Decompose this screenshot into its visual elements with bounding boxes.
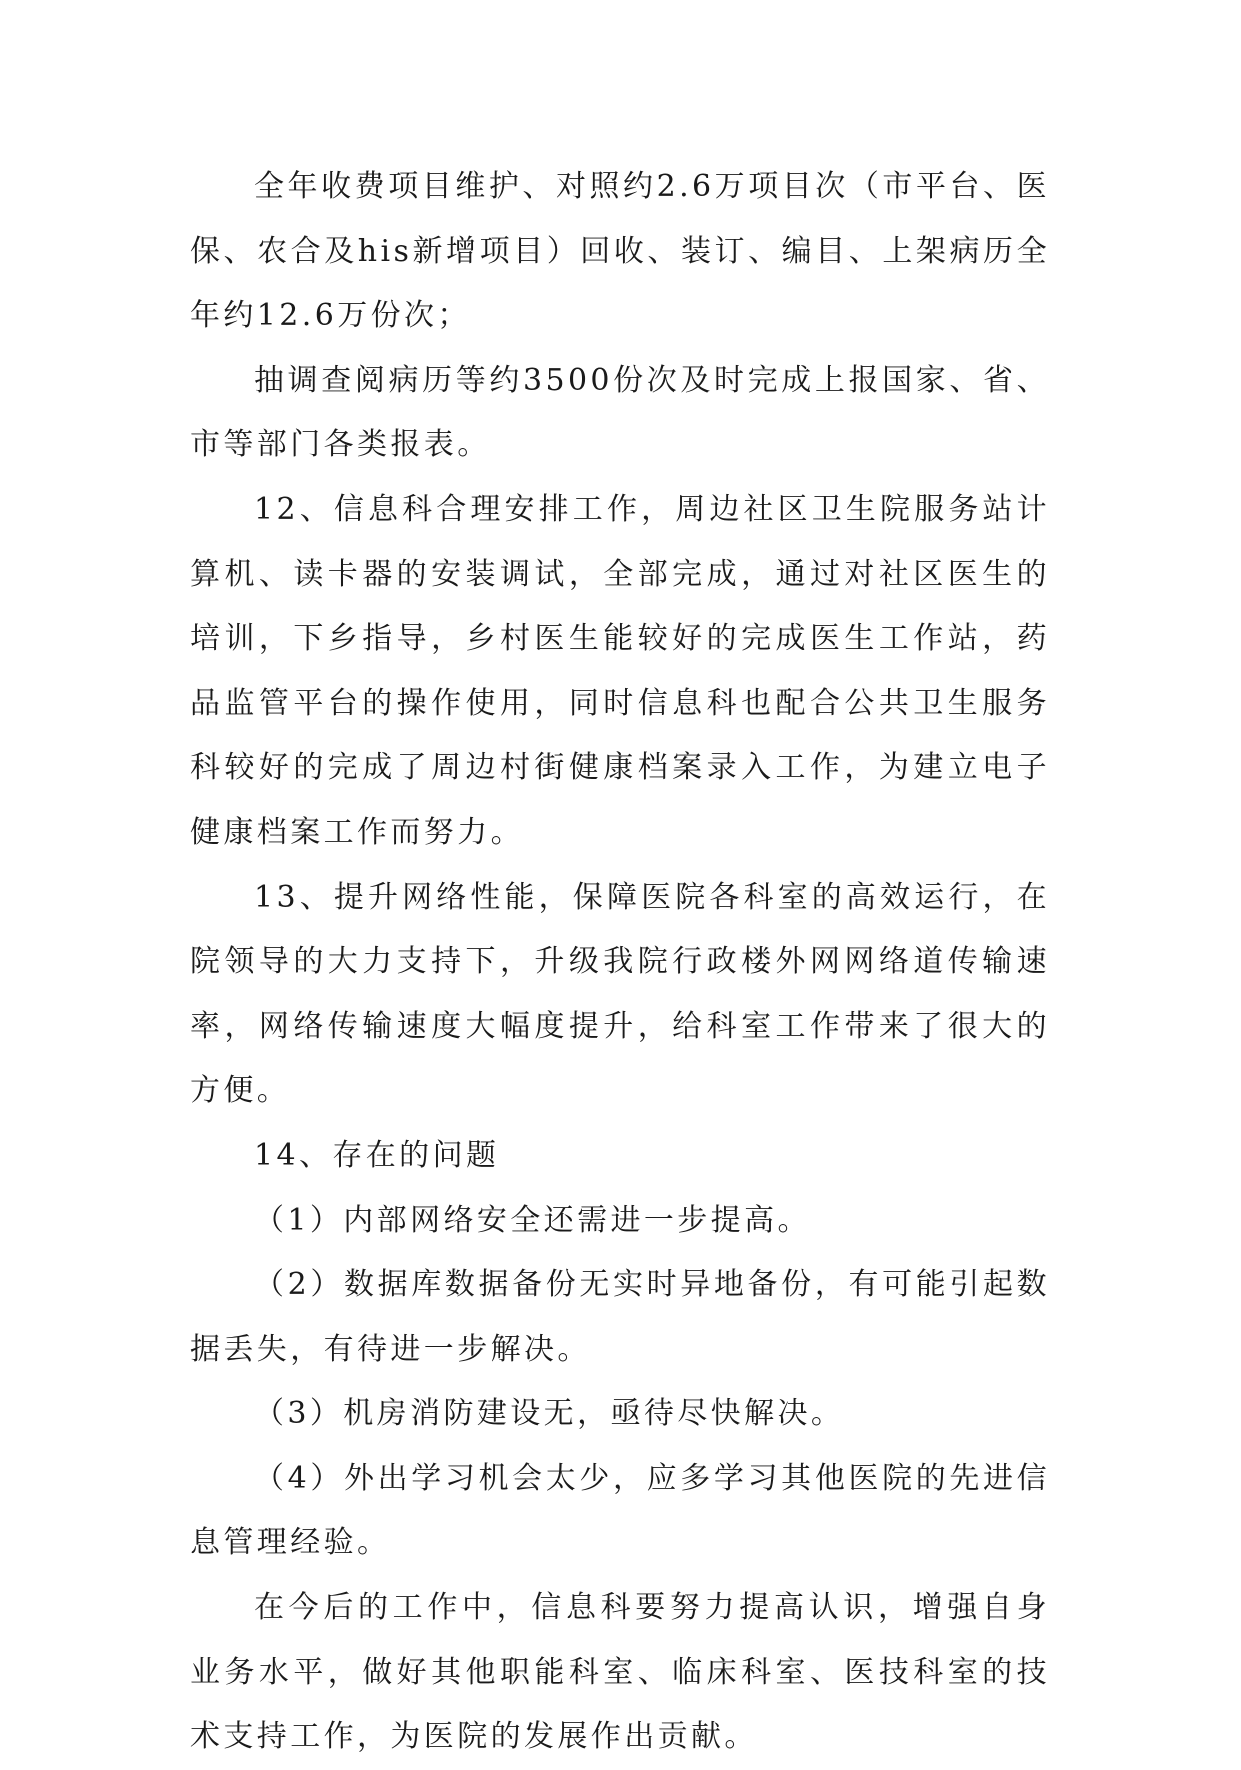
- paragraph-issue-4: （4）外出学习机会太少，应多学习其他医院的先进信息管理经验。: [190, 1460, 1050, 1561]
- document-body: [190, 155, 1050, 1770]
- paragraph-record-lookup: 抽调查阅病历等约3500份次及时完成上报国家、省、市等部门各类报表。: [190, 362, 1050, 463]
- paragraph-issue-1: （1）内部网络安全还需进一步提高。: [254, 1202, 811, 1238]
- paragraph-item-13: 13、提升网络性能，保障医院各科室的高效运行，在院领导的大力支持下，升级我院行政楼外网网络道传输速率，网络传输速度大幅度提升，给科室工作带来了很大的方便。: [190, 879, 1050, 1109]
- paragraph-conclusion: 在今后的工作中，信息科要努力提高认识，增强自身业务水平，做好其他职能科室、临床科室、医技科室的技术支持工作，为医院的发展作出贡献。: [190, 1590, 1050, 1755]
- paragraph-item-14-heading: 14、存在的问题: [254, 1137, 500, 1173]
- paragraph-item-12: 12、信息科合理安排工作，周边社区卫生院服务站计算机、读卡器的安装调试，全部完成，通过对社区医生的培训，下乡指导，乡村医生能较好的完成医生工作站，药品监管平台的操作使用，同时信息科也配合公共卫生服务科较好的完成了周边村街健康档案录入工作，为建立电子健康档案工作而努力。: [190, 491, 1050, 850]
- paragraph-issue-2: （2）数据库数据备份无实时异地备份，有可能引起数据丢失，有待进一步解决。: [190, 1267, 1050, 1367]
- paragraph-issue-3: （3）机房消防建设无，亟待尽快解决。: [254, 1396, 845, 1432]
- paragraph-fee-maintenance: 全年收费项目维护、对照约2.6万项目次（市平台、医保、农合及his新增项目）回收、装订、编目、上架病历全年约12.6万份次；: [190, 169, 1050, 334]
